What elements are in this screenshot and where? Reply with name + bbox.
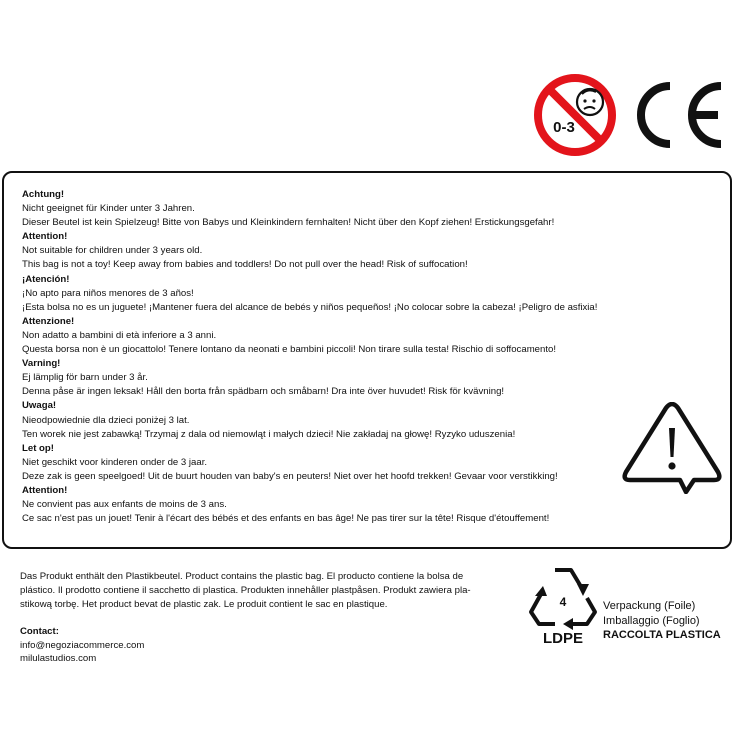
warning-sv: [22, 357, 622, 399]
top-icons: [532, 72, 728, 158]
warning-heading: Achtung!: [22, 189, 65, 200]
warning-pl: [22, 399, 622, 441]
warning-line: Ten worek nie jest zabawką! Trzymaj z dala od niemowląt i małych dzieci! Nie zakładaj na głowę! Ryzyko uduszenia!: [22, 428, 516, 440]
packaging-line: Verpackung (Foile): [603, 600, 696, 612]
recycle-number: 4: [559, 595, 567, 609]
warning-line: ¡Esta bolsa no es un juguete! ¡Mantener fuera del alcance de bebés y niños pequeños! ¡No colocar sobre la cabeza! ¡Peligro de asfixia!: [22, 301, 598, 313]
contact-website: milulastudios.com: [20, 653, 97, 664]
warning-line: Nieodpowiednie dla dzieci poniżej 3 lat.: [22, 414, 190, 426]
warning-en: [22, 230, 622, 272]
warning-heading: Uwaga!: [22, 400, 57, 412]
contact-email: info@negoziacommerce.com: [20, 639, 145, 651]
warning-heading: Let op!: [22, 442, 54, 454]
warning-it: [22, 315, 622, 357]
warnings-list: [22, 188, 622, 526]
warning-line: Dieser Beutel ist kein Spielzeug! Bitte von Babys und Kleinkindern fernhalten! Nicht über den Kopf ziehen! Erstickungsgefahr!: [22, 217, 555, 229]
warning-de: [22, 188, 622, 230]
warning-line: Not suitable for children under 3 years old.: [22, 245, 203, 257]
warning-line: This bag is not a toy! Keep away from babies and toddlers! Do not pull over the head! Risk of suffocation!: [22, 259, 468, 271]
product-info-line: Das Produkt enthält den Plastikbeutel. Product contains the plastic bag. El producto contiene la bolsa de: [20, 571, 464, 582]
packaging-info: [603, 599, 721, 643]
warning-line: ¡No apto para niños menores de 3 años!: [22, 287, 194, 299]
warning-box: [2, 171, 732, 549]
recycle-triangle-icon: [525, 562, 601, 648]
warning-heading: Attention!: [22, 484, 68, 496]
warning-line: Ej lämplig för barn under 3 år.: [22, 372, 148, 384]
warning-heading: ¡Atención!: [22, 273, 70, 285]
warning-es: [22, 273, 622, 315]
warning-heading: Attenzione!: [22, 315, 75, 327]
warning-heading: Attention!: [22, 231, 68, 243]
warning-line: Deze zak is geen speelgoed! Uit de buurt houden van baby's en peuters! Niet over het hoofd trekken! Gevaar voor verstikking!: [22, 470, 558, 482]
warning-line: Niet geschikt voor kinderen onder de 3 jaar.: [22, 456, 208, 468]
warning-fr: [22, 484, 622, 526]
warning-line: Denna påse är ingen leksak! Håll den borta från spädbarn och småbarn! Dra inte över huvudet! Risk för kvävning!: [22, 386, 505, 398]
warning-line: Ne convient pas aux enfants de moins de 3 ans.: [22, 499, 227, 511]
warning-line: Non adatto a bambini di età inferiore a 3 anni.: [22, 329, 217, 341]
recycle-code: LDPE: [542, 630, 584, 647]
packaging-line: Imballaggio (Foglio): [603, 614, 700, 627]
product-info: [20, 570, 506, 612]
contact-block: [20, 625, 144, 666]
product-info-line: stikową torbę. Het product bevat de plastic zak. Le produit contient le sac en plastique.: [20, 599, 388, 610]
packaging-line-bold: RACCOLTA PLASTICA: [603, 629, 721, 641]
age-text: 0-3: [553, 119, 575, 136]
warning-heading: Varning!: [22, 358, 61, 370]
ce-mark-icon: [641, 86, 721, 144]
no-children-0-3-icon: [538, 78, 612, 152]
warning-nl: [22, 442, 622, 484]
warning-triangle-icon: [622, 402, 722, 494]
warning-line: Ce sac n'est pas un jouet! Tenir à l'écart des bébés et des enfants en bas âge! Ne pas tirer sur la tête! Risque d'étouffement!: [22, 513, 550, 525]
warning-line: Questa borsa non è un giocattolo! Tenere lontano da neonati e bambini piccoli! Non tirare sulla testa! Rischio di soffocamento!: [22, 344, 557, 356]
warning-line: Nicht geeignet für Kinder unter 3 Jahren.: [22, 203, 195, 215]
contact-label: Contact:: [20, 626, 59, 637]
product-info-line: plástico. Il prodotto contiene il sacchetto di plastica. Produkten innehåller plastpåsen. Produkt zawiera pla-: [20, 585, 471, 596]
